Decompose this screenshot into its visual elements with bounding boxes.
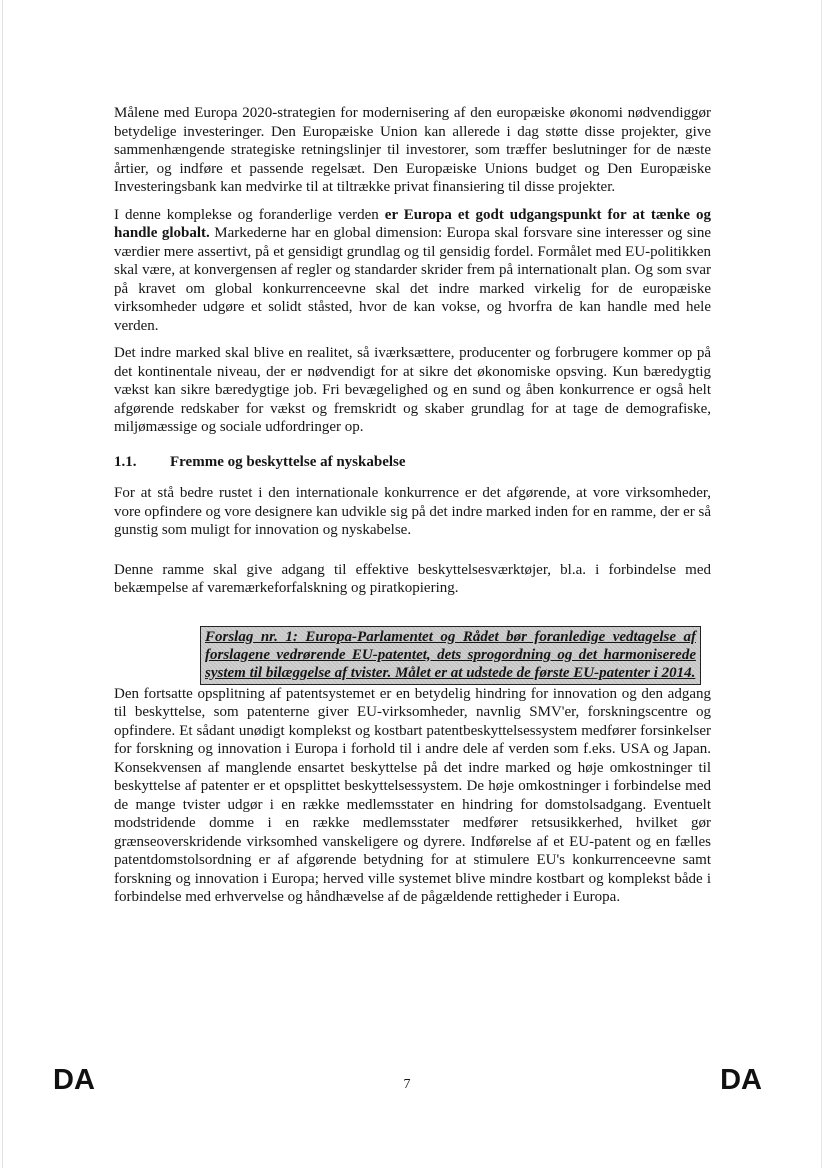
proposal-box: Forslag nr. 1: Europa-Parlamentet og Rådet bør foranledige vedtagelse af forslagene vedrørende EU-patentet, dets sprogordning og det harmoniserede system til bilæggelse af tvister. Målet er at udstede de første EU-patenter i 2014. <box>200 626 701 685</box>
paragraph-global-intro: I denne komplekse og foranderlige verden <box>114 206 385 223</box>
paragraph-investments: Målene med Europa 2020-strategien for modernisering af den europæiske økonomi nødvendiggør betydelige investeringer. Den Europæiske Union kan allerede i dag støtte disse projekter, give sammenhængende strategiske retningslinjer til investorer, som træffer beslutninger for de næste årtier, og indføre et passende regelsæt. Den Europæiske Unions budget og Den Europæiske Investeringsbank kan medvirke til at tiltrække privat finansiering til disse projekter. <box>114 105 711 195</box>
paragraph-patent-system: Den fortsatte opsplitning af patentsystemet er en betydelig hindring for innovation og den adgang til beskyttelse, som patenterne giver EU-virksomheder, navnlig SMV'er, forskningscentre og opfindere. Et sådant unødigt komplekst og kostbart patentbeskyttelsessystem medfører forsinkelser for forskning og innovation i Europa i forhold til i andre dele af verden som f.eks. USA og Japan. Konsekvensen af manglende ensartet beskyttelse på det indre marked og høje omkostninger til beskyttelse af patenter er et opsplittet beskyttelsessystem. De høje omkostninger i forbindelse med de mange tvister udgør i en række medlemsstater en hindring for domstolsadgang. Eventuelt modstridende domme i en række medlemsstater medfører retsusikkerhed, hvilket gør grænseoverskridende virksomhed vanskeligere og dyrere. Indførelse af et EU-patent og en fælles patentdomstolsordning er af afgørende betydning for at stimulere EU's konkurrenceevne samt forskning og innovation i Europa; herved ville systemet blive mindre kostbart og komplekst både i forbindelse med erhvervelse og håndhævelse af de pågældende rettigheder i Europa. <box>114 685 711 905</box>
paragraph-global <box>114 206 711 336</box>
paragraph-global-rest: Markederne har en global dimension: Europa skal forsvare sine interesser og sine værdier mere assertivt, på et gensidigt grundlag og til gensidig fordel. Formålet med EU-politikken skal være, at konvergensen af regler og standarder skrider frem på internationalt plan. Og som svar på kravet om global konkurrenceevne skal det indre marked virkelig for de europæiske virksomheder udgøre et solidt ståsted, hvor de kan vokse, og hvorfra de kan handle med hele verden. <box>114 225 711 334</box>
section-title: Fremme og beskyttelse af nyskabelse <box>170 453 406 470</box>
section-number: 1.1. <box>114 453 137 470</box>
page-number: 7 <box>403 1077 411 1092</box>
paragraph-spacer <box>114 549 711 561</box>
paragraph-protection-tools: Denne ramme skal give adgang til effektive beskyttelsesværktøjer, bl.a. i forbindelse med bekæmpelse af varemærkeforfalskning og piratkopiering. <box>114 561 711 596</box>
document-body <box>114 104 711 916</box>
scan-edge-left <box>2 0 3 1168</box>
paragraph-global-emphasis: er Europa et godt udgangspunkt for at tænke og handle globalt. <box>114 206 711 241</box>
paragraph-internal-market: Det indre marked skal blive en realitet, så iværksættere, producenter og forbrugere kommer op på det kontinentale niveau, der er nødvendigt for at sikre det økonomiske opsving. Kun bæredygtig vækst kan sikre bæredygtige job. Fri bevægelighed og en sund og åben konkurrence er også helt afgørende redskaber for vækst og fremskridt og skaber grundlag for at tage de demografiske, miljømæssige og sociale udfordringer op. <box>114 345 711 435</box>
footer-language-code-right: DA <box>720 1064 762 1096</box>
footer-language-code-left: DA <box>53 1064 95 1096</box>
paragraph-competition: For at stå bedre rustet i den internationale konkurrence er det afgørende, at vore virksomheder, vore opfindere og vore designere kan udvikle sig på det indre marked inden for en ramme, der er så gunstig som muligt for innovation og nyskabelse. <box>114 485 711 538</box>
scan-edge-right <box>821 0 822 1168</box>
section-heading <box>114 453 711 472</box>
